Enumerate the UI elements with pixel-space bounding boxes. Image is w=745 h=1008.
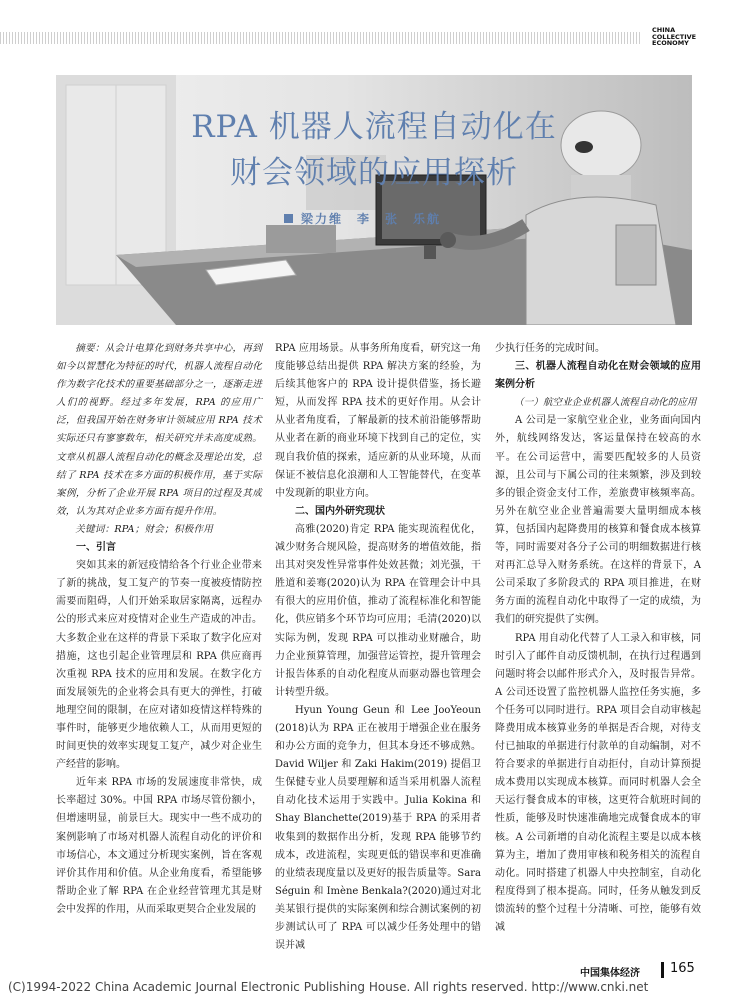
paragraph: 近年来 RPA 市场的发展速度非常快，成长率超过 30%。中国 RPA 市场尽管份额小，但增速明显，前景巨大。现实中一些不成功的案例影响了市场对机器人流程自动化的评价和市场信心，本文通过分析现实案例，旨在客观评价其作用和价值。从企业角度看，希望能够帮助企业了解 RPA 在企业经营管理尤其是财会中发挥的作用，从而采取更契合企业发展的: [56, 777, 262, 915]
keywords: 关键词：RPA；财会；积极作用: [75, 523, 214, 535]
paragraph: RPA 应用场景。从事务所角度看，研究这一角度能够总结出提供 RPA 解决方案的经验，为后续其他客户的 RPA 设计提供借鉴，扬长避短，从而发挥 RPA 技术的更好作用。从会计从业者角度看，了解最新的技术前沿能够帮助从业者在新的商业环境下找到自己的定位，实现自我价值的探索，适应新的从业环境，从而保证不被信息化浪潮和人工智能替代，在变革中发现新的职业方向。: [275, 343, 481, 499]
author-name: 梁力维: [301, 212, 344, 226]
abstract: 摘要：从会计电算化到财务共享中心，再到如今以智慧化为特征的时代，机器人流程自动化作为数字化技术的重要基础部分之一，逐渐走进人们的视野。经过多年发展，RPA 的应用广泛，但我国开始在财务审计领域应用 RPA 技术实际还只有寥寥数年，相关研究并未高度成熟。文章从机器人流程自动化的概念及理论出发，总结了 RPA 技术在多方面的积极作用，基于实际案例，分析了企业开展 RPA 项目的过程及其成效，认为其对企业多方面有提升作用。: [56, 343, 262, 517]
section-heading-case-analysis: 三、机器人流程自动化在财会领域的应用案例分析: [495, 361, 701, 391]
brand-line-2: COLLECTIVE: [652, 32, 697, 41]
paragraph: A 公司是一家航空业企业，业务面向国内外，航线网络发达，客运量保持在较高的水平。在公司运营中，需要匹配较多的人员资源，且公司与下属公司的往来频繁，涉及到较多的银企资金支付工作，差旅费审核频率高。另外在航空业企业普遍需要大量明细成本核算，包括国内起降费用的核算和餐食成本核算等，同时需要对各分子公司的明细数据进行核对再汇总导入财务系统。在这样的背景下，A 公司采取了多阶段式的 RPA 项目推进，在财务方面的流程自动化中取得了一定的成绩，为我们的研究提供了实例。: [495, 415, 701, 626]
page-number: 165: [670, 961, 695, 976]
journal-brand: [652, 27, 732, 47]
copyright-notice: (C)1994-2022 China Academic Journal Electronic Publishing House. All rights reserved. http://www.cnki.net: [8, 980, 649, 994]
author-marker-icon: [284, 214, 293, 223]
header-decor-stripes: [0, 32, 640, 44]
text-column-1: [56, 340, 262, 919]
paragraph: RPA 用自动化代替了人工录入和审核，同时引入了邮件自动反馈机制，在执行过程遇到问题时将会以邮件形式介入，及时报告异常。A 公司还设置了监控机器人监控任务实施，多个任务可以同时进行。RPA 项目会自动审核起降费用成本核算业务的单据是否合规，对待支付已抽取的单据进行付款单的自动编制，对不符合要求的单据进行自动拒付，自动计算预提成本费用以实现成本核算。而同时机器人会全天运行餐食成本的审核，这更符合航班时间的性质，能够及时快速准确地完成餐食成本的审核。A 公司新增的自动化流程主要是以成本核算为主，增加了费用审核和税务相关的流程自动化。同时搭建了机器人中央控制室，自动化程度得到了根本提高。同时，任务从触发到反馈流转的整个过程十分清晰、可控，能够有效减: [495, 632, 701, 933]
footer-journal-name: 中国集体经济: [580, 968, 640, 979]
section-heading-introduction: 一、引言: [76, 542, 116, 554]
author-name: 乐航: [413, 212, 442, 226]
paragraph: Hyun Young Geun 和 Lee JooYeoun (2018)认为 RPA 正在被用于增强企业在服务和办公方面的竞争力，但其本身还不够成熟。David Wiljer 和 Zaki Hakim(2019) 提倡卫生保健专业人员要理解和适当采用机器人流程自动化技术运用于实践中。Julia Kokina 和 Shay Blanchette(2019)基于 RPA 的采用者收集到的数据作出分析，发现 RPA 能够节约成本，改进流程，实现更低的错误率和更准确的业绩表现度量以及更好的报告质量等。Sara Séguin 和 Imène Benkala?(2020)通过对北美某银行提供的实际案例和综合测试案例的初步测试认可了 RPA 可以减少任务处理中的错误并减: [275, 704, 481, 952]
article-title-line-2: 财会领域的应用探析: [230, 155, 518, 191]
author-name: 张: [385, 212, 400, 226]
author-line: [284, 210, 455, 227]
article-title-line-1: RPA 机器人流程自动化在: [191, 109, 557, 145]
subsection-heading-aviation: （一）航空业企业机器人流程自动化的应用: [514, 397, 697, 409]
paragraph: 突如其来的新冠疫情给各个行业企业带来了新的挑战，复工复产的节奏一度被疫情防控需要而阻碍，人们开始采取居家隔离，远程办公的形式来应对疫情对企业生产造成的冲击。大多数企业在这样的背景下采取了数字化应对措施，这也引起企业管理层和 RPA 供应商再次重视 RPA 技术的应用和发展。在数字化方面发展领先的企业将会具有更大的弹性，打破地理空间的限制，在应对诸如疫情这样特殊的事件时，能够更少地依赖人工，从而用更短的时间更快的效率实现复工复产，减少对企业生产经营的影响。: [56, 560, 262, 771]
footer-divider: [661, 962, 664, 978]
text-column-2: [275, 340, 481, 955]
paragraph: 高雅(2020)肯定 RPA 能实现流程优化，减少财务合规风险，提高财务的增值效能，指出其对突发性异常事件处效甚微；刘光强，干胜道和姜骞(2020)认为 RPA 在管理会计中具有很大的应用价值，推动了流程标准化和智能化，供应销多个环节均可应用；毛清(2020)以实际为例，发现 RPA 可以推动业财融合，助力企业预算管理，加强营运管控，提升管理会计报告体系的自动化程度从而驱动器也管理会计转型升级。: [275, 523, 481, 698]
article-banner: [56, 75, 692, 325]
brand-line-1: CHINA: [652, 26, 676, 34]
brand-line-3: ECONOMY: [652, 39, 689, 47]
section-heading-literature-review: 二、国内外研究现状: [295, 505, 385, 517]
paragraph: 少执行任务的完成时间。: [495, 343, 605, 354]
author-name: 李: [357, 212, 372, 226]
text-column-3: [495, 340, 701, 937]
